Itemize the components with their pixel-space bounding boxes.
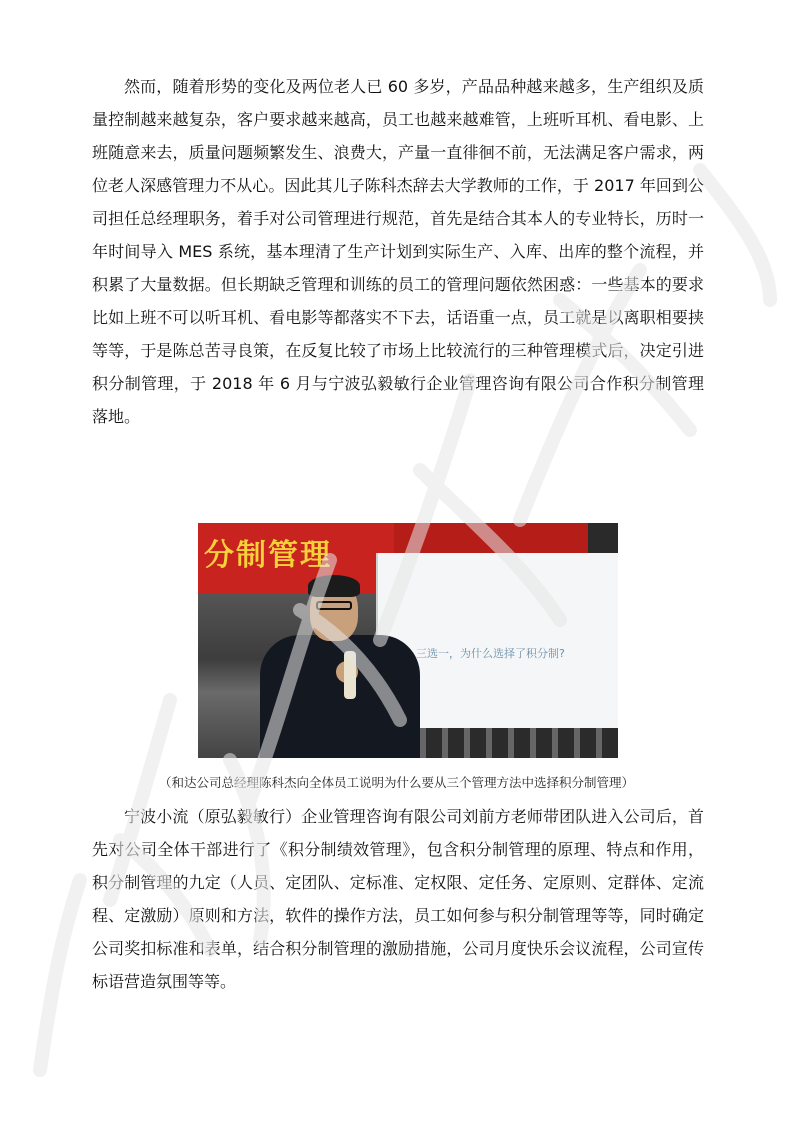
watermark-stroke bbox=[40, 880, 80, 1070]
speaker-body bbox=[260, 635, 420, 758]
photo-caption: （和达公司总经理陈科杰向全体员工说明为什么要从三个管理方法中选择积分制管理） bbox=[158, 775, 634, 790]
presentation-photo bbox=[198, 523, 618, 758]
microphone-icon bbox=[344, 651, 356, 699]
body-paragraph-1: 然而，随着形势的变化及两位老人已 60 多岁，产品品种越来越多，生产组织及质量控制越来越复杂，客户要求越来越高，员工也越来越难管，上班听耳机、看电影、上班随意来去，质量问题频繁发生、浪费大，产量一直徘徊不前，无法满足客户需求，两位老人深感管理力不从心。因此其儿子陈科杰辞去大学教师的工作，于 2017 年回到公司担任总经理职务，着手对公司管理进行规范，首先是结合其本人的专业特长，历时一年时间导入 MES 系统，基本理清了生产计划到实际生产、入库、出库的整个流程，并积累了大量数据。但长期缺乏管理和训练的员工的管理问题依然困惑：一些基本的要求比如上班不可以听耳机、看电影等都落实不下去，话语重一点，员工就是以离职相要挟等等，于是陈总苦寻良策，在反复比较了市场上比较流行的三种管理模式后，决定引进积分制管理，于 2018 年 6 月与宁波弘毅敏行企业管理咨询有限公司合作积分制管理落地。 bbox=[92, 77, 704, 426]
slide-text: 三选一，为什么选择了积分制? bbox=[416, 647, 565, 660]
speaker-hair bbox=[308, 575, 360, 597]
watermark-stroke bbox=[700, 170, 770, 300]
speaker-glasses bbox=[316, 601, 352, 610]
body-paragraph-2: 宁波小流（原弘毅敏行）企业管理咨询有限公司刘前方老师带团队进入公司后，首先对公司全体干部进行了《积分制绩效管理》，包含积分制管理的原理、特点和作用，积分制管理的九定（人员、定团队、定标准、定权限、定任务、定原则、定群体、定流程、定激励）原则和方法，软件的操作方法，员工如何参与积分制管理等等，同时确定公司奖扣标准和表单，结合积分制管理的激励措施，公司月度快乐会议流程，公司宣传标语营造氛围等等。 bbox=[92, 807, 704, 991]
banner-text: 分制管理 bbox=[204, 538, 332, 573]
red-banner bbox=[198, 523, 394, 593]
